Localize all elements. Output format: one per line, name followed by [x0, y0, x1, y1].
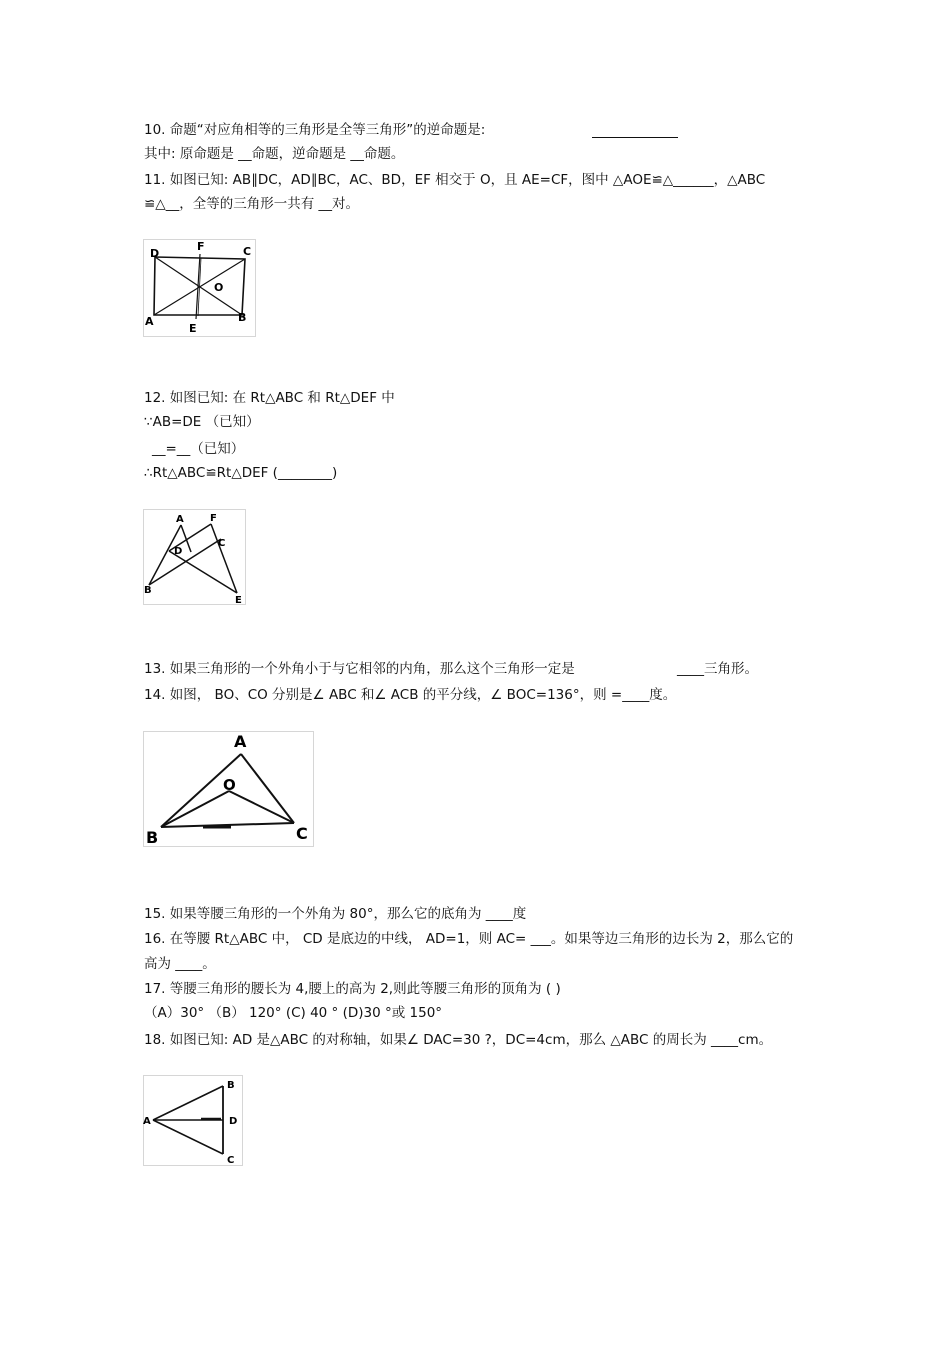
q17-line2: （A）30° （B） 120° (C) 40 ° (D)30 °或 150° — [144, 1005, 443, 1021]
q12-label-D: D — [174, 546, 183, 557]
q12-label-E: E — [235, 595, 242, 605]
q11-figure — [143, 239, 256, 337]
q11-label-D: D — [150, 247, 160, 260]
q11-line2: ≌△__，全等的三角形一共有 __对。 — [144, 196, 359, 212]
q11-label-E: E — [189, 322, 197, 335]
q10-answer-blank[interactable] — [592, 123, 678, 138]
q15-line1: 15. 如果等腰三角形的一个外角为 80°，那么它的底角为 ____度 — [144, 906, 527, 922]
q14-label-C: C — [296, 824, 308, 843]
q18-line1: 18. 如图已知: AD 是△ABC 的对称轴，如果∠ DAC=30 ?，DC=4cm，那么 △ABC 的周长为 ____cm。 — [144, 1032, 773, 1048]
q14-line1: 14. 如图， BO、CO 分别是∠ ABC 和∠ ACB 的平分线，∠ BOC=136°，则 =____度。 — [144, 687, 677, 703]
q12-line3: __=__（已知） — [152, 441, 245, 457]
q16-line1: 16. 在等腰 Rt△ABC 中， CD 是底边的中线， AD=1，则 AC= ___。如果等边三角形的边长为 2，那么它的 — [144, 931, 794, 947]
q17-line1: 17. 等腰三角形的腰长为 4,腰上的高为 2,则此等腰三角形的顶角为 ( ) — [144, 981, 561, 997]
q16-line2: 高为 ____。 — [144, 956, 216, 972]
q11-label-C: C — [243, 245, 252, 258]
q12-label-C: C — [218, 538, 226, 549]
q12-label-A: A — [176, 514, 184, 525]
q14-label-A: A — [234, 732, 247, 751]
q12-figure — [143, 509, 246, 605]
q11-line1: 11. 如图已知: AB∥DC，AD∥BC，AC、BD，EF 相交于 O，且 AE=CF，图中 △AOE≌△______，△ABC — [144, 172, 766, 188]
q13-line1: 13. 如果三角形的一个外角小于与它相邻的内角，那么这个三角形一定是 — [144, 661, 575, 677]
q14-label-B: B — [146, 828, 159, 847]
q18-label-B: B — [227, 1080, 235, 1091]
q10-line1: 10. 命题“对应角相等的三角形是全等三角形”的逆命题是: — [144, 122, 486, 138]
q14-label-O: O — [223, 776, 236, 794]
q11-label-B: B — [238, 311, 247, 324]
q11-label-A: A — [145, 315, 154, 328]
q12-label-F: F — [210, 513, 217, 524]
q18-label-A: A — [143, 1116, 151, 1127]
q12-line4: ∴Rt△ABC≌Rt△DEF (________) — [144, 465, 338, 481]
q11-label-F: F — [197, 240, 205, 253]
q12-label-B: B — [144, 585, 152, 596]
q18-figure — [143, 1075, 243, 1166]
q11-label-O: O — [214, 281, 224, 294]
q14-figure — [143, 731, 314, 847]
q18-label-D: D — [229, 1116, 238, 1127]
q18-label-C: C — [227, 1155, 235, 1166]
q13-line1b: ____三角形。 — [677, 661, 758, 677]
q12-line2: ∵AB=DE （已知） — [144, 414, 260, 430]
q10-line2: 其中: 原命题是 __命题，逆命题是 __命题。 — [144, 146, 405, 162]
q12-line1: 12. 如图已知: 在 Rt△ABC 和 Rt△DEF 中 — [144, 390, 395, 406]
